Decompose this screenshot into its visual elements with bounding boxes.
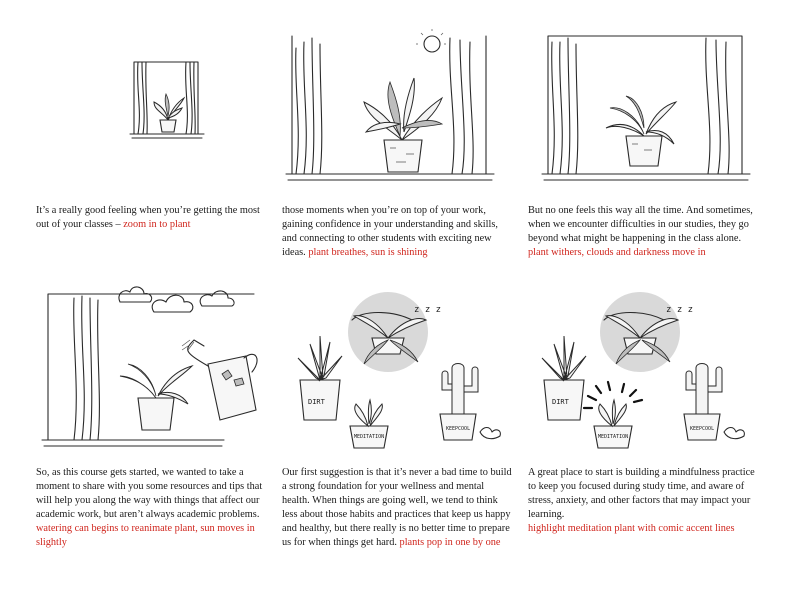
panel-2-caption: those moments when you’re on top of your work, gaining confidence in your understanding and skills, and connecting to other students with exciting new ideas. plant breathes, sun is shining	[282, 205, 498, 258]
panel-6-illustration	[536, 290, 756, 460]
panel-4-stage-note: watering can begins to reanimate plant, sun moves in slightly	[36, 523, 255, 548]
panel-6-stage-note: highlight meditation plant with comic accent lines	[528, 523, 735, 534]
snore-zzz-icon: z z z	[414, 305, 442, 315]
meditation-pot-label: MEDITATION	[598, 434, 629, 440]
panel-2-illustration	[272, 28, 512, 198]
panel-5-illustration	[292, 290, 512, 460]
panel-1-illustration	[120, 50, 220, 145]
panel-1-caption: It’s a really good feeling when you’re getting the most out of your classes – zoom in to plant	[36, 205, 260, 230]
watering-can-icon	[208, 356, 256, 420]
panel-1-stage-note: zoom in to plant	[123, 219, 191, 230]
snore-zzz-icon: z z z	[666, 305, 694, 315]
panel-4-caption: So, as this course gets started, we wanted to take a moment to share with you some resources and tips that will help you along the way with things that affect our academic work, but aren’t always academic problems. watering can begins to reanimate plant, sun moves in slightly	[36, 467, 263, 548]
panel-3-caption: But no one feels this way all the time. And sometimes, when we encounter difficulties in our studies, they go beyond what might be happening in the class alone. plant withers, clouds and darkness move in	[528, 205, 753, 258]
dirt-pot-label: DIRT	[552, 398, 569, 406]
window-watering-illustration	[34, 280, 274, 450]
window-small-illustration	[120, 50, 220, 145]
plants-group-illustration	[292, 290, 512, 460]
cactus-icon	[696, 364, 708, 415]
panel-3-stage-note: plant withers, clouds and darkness move in	[528, 247, 706, 258]
cactus-pot-label: KEEPCOOL	[446, 426, 471, 432]
dirt-pot-label: DIRT	[308, 398, 325, 406]
panel-6-caption: A great place to start is building a mindfulness practice to keep you focused during study time, and aware of stress, anxiety, and other factors that may impact your learning. highlight meditation plant with comic accent lines	[528, 467, 755, 534]
cactus-icon	[452, 364, 464, 415]
cloud-icon	[200, 291, 234, 306]
panel-3-illustration	[528, 28, 768, 198]
panel-5-caption: Our first suggestion is that it’s never a bad time to build a strong foundation for your wellness and mental health. When things are going well, we tend to think less about those habits and practices that keep us happy and healthy, but there really is no better time to prepare us for when things get hard. plants pop in one by one	[282, 467, 512, 548]
cactus-pot-label: KEEPCOOL	[690, 426, 715, 432]
window-sunny-illustration	[272, 28, 512, 198]
panel-5-stage-note: plants pop in one by one	[399, 537, 501, 548]
window-withered-illustration	[528, 28, 768, 198]
meditation-pot-label: MEDITATION	[354, 434, 385, 440]
panel-4-illustration	[34, 280, 274, 450]
cloud-icon	[152, 295, 193, 312]
sun-icon	[424, 36, 440, 52]
panel-2-stage-note: plant breathes, sun is shining	[308, 247, 428, 258]
plants-highlight-illustration	[536, 290, 756, 460]
